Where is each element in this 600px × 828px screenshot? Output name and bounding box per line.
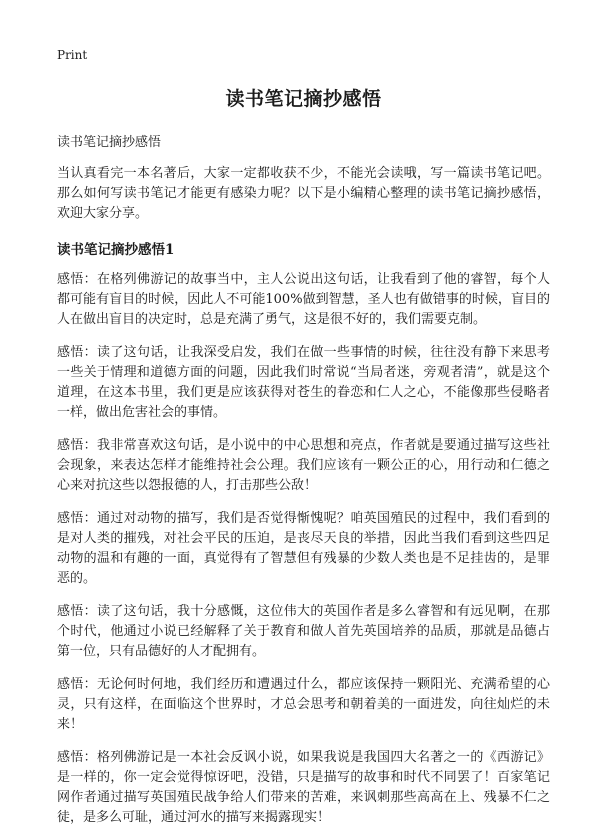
page-title: 读书笔记摘抄感悟 bbox=[225, 88, 382, 110]
body-paragraph: 感悟：在格列佛游记的故事当中，主人公说出这句话，让我看到了他的睿智，每个人都可能有盲目的时候，因此人不可能100%做到智慧，圣人也有做错事的时候，盲目的人在做出盲目的决定时，总是充满了勇气，这是很不好的，我们需要克制。 bbox=[57, 272, 550, 327]
intro-paragraph: 当认真看完一本名著后，大家一定都收获不少，不能光会读哦，写一篇读书笔记吧。那么如何写读书笔记才能更有感染力呢？以下是小编精心整理的读书笔记摘抄感悟，欢迎大家分享。 bbox=[57, 166, 550, 221]
body-paragraph: 感悟：通过对动物的描写，我们是否觉得惭愧呢？咱英国殖民的过程中，我们看到的是对人类的摧残，对社会平民的压迫，是丧尽天良的举措，因此当我们看到这些四足动物的温和有趣的一面，真觉得有了智慧但有残暴的少数人类也是不足挂齿的，是罪恶的。 bbox=[57, 511, 550, 586]
document-subtitle: 读书笔记摘抄感悟 bbox=[57, 135, 162, 150]
section-heading: 读书笔记摘抄感悟1 bbox=[57, 242, 175, 258]
print-link[interactable]: Print bbox=[57, 48, 88, 62]
body-paragraph: 感悟：格列佛游记是一本社会反讽小说，如果我说是我国四大名著之一的《西游记》是一样的，你一定会觉得惊讶吧，没错，只是描写的故事和时代不同罢了！百家笔记网作者通过描写英国殖民战争给人们带来的苦难，来讽刺那些高高在上、残暴不仁之徒，是多么可耻，通过河水的描写来揭露现实！ bbox=[57, 750, 550, 825]
body-paragraph: 感悟：读了这句话，让我深受启发，我们在做一些事情的时候，往往没有静下来思考一些关于情理和道德方面的问题，因此我们时常说“当局者迷，旁观者清”，就是这个道理，在这本书里，我们更是应该获得对苍生的眷恋和仁人之心，不能像那些侵略者一样，做出危害社会的事情。 bbox=[57, 345, 550, 420]
body-paragraph: 感悟：读了这句话，我十分感慨，这位伟大的英国作者是多么睿智和有远见啊，在那个时代，他通过小说已经解释了关于教育和做人首先英国培养的品质，那就是品德占第一位，只有品德好的人才配拥有。 bbox=[57, 604, 550, 659]
body-paragraph: 感悟：无论何时何地，我们经历和遭遇过什么，都应该保持一颗阳光、充满希望的心灵，只有这样，在面临这个世界时，才总会思考和朝着美的一面进发，向往灿烂的未来！ bbox=[57, 677, 550, 732]
body-paragraph: 感悟：我非常喜欢这句话，是小说中的中心思想和亮点，作者就是要通过描写这些社会现象，来表达怎样才能维持社会公理。我们应该有一颗公正的心，用行动和仁德之心来对抗这些以怨报德的人，打击那些公敌！ bbox=[57, 438, 550, 493]
